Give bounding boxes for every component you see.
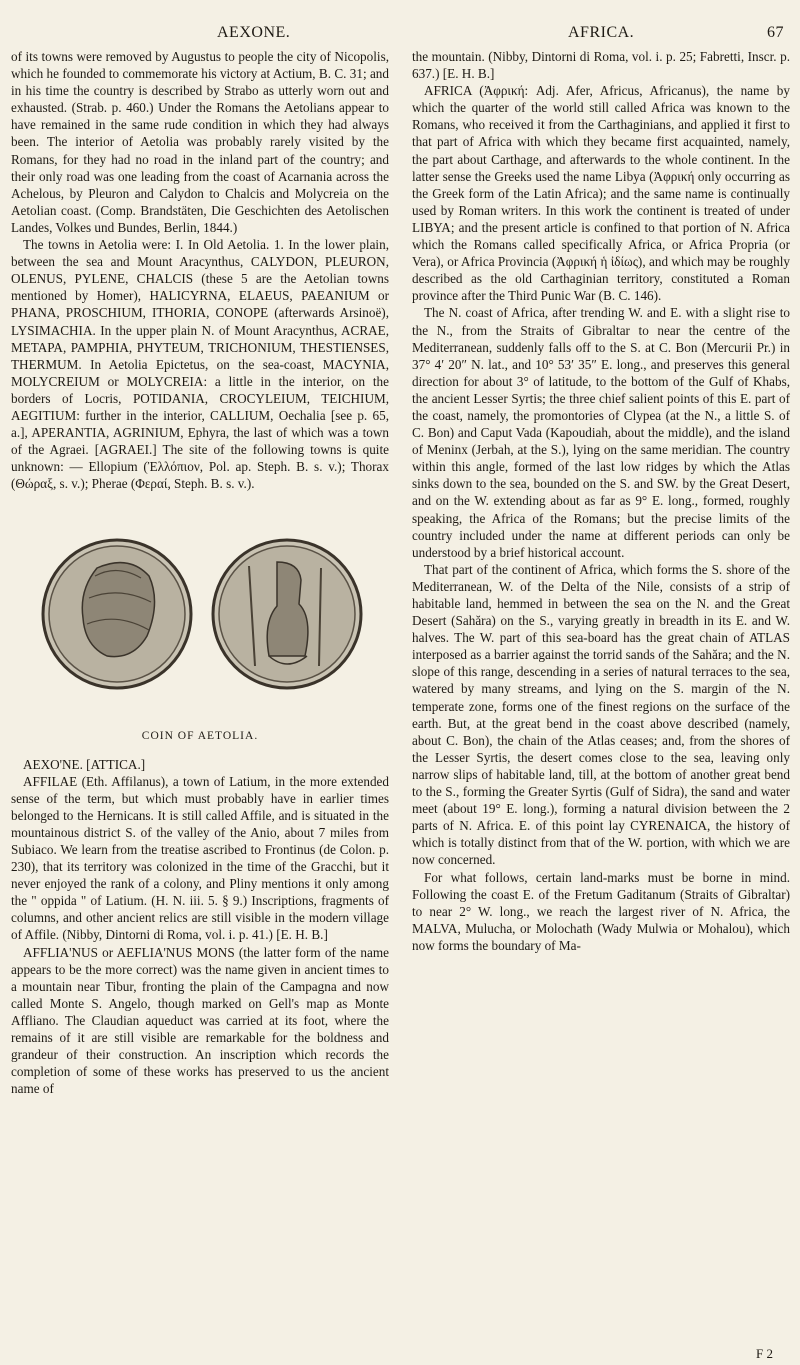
coin-obverse <box>43 540 191 688</box>
paragraph: For what follows, certain land-marks must be borne in mind. Following the coast E. of the Fretum Gaditanum (Straits of Gibraltar) to near 2° W. long., we reach the largest river of N. Africa, the MALVA, Mulucha, or Molochath (Wady Mulwia or Mohalou), which now forms the boundary of Ma- <box>412 869 790 953</box>
right-column <box>412 48 790 954</box>
left-column <box>11 48 389 1097</box>
coin-illustration <box>37 506 367 724</box>
coin-figure <box>11 506 389 724</box>
paragraph: the mountain. (Nibby, Dintorni di Roma, vol. i. p. 25; Fabretti, Inscr. p. 637.) [E. H. B.] <box>412 49 790 82</box>
entry-aexone: AEXO'NE. [ATTICA.] <box>23 756 146 772</box>
paragraph-towns-list: The towns in Aetolia were: I. In Old Aetolia. 1. In the lower plain, between the sea and Mount Aracynthus, CALYDON, PLEURON, OLENUS, PYLENE, CHALCIS (these 5 are the Aetolian towns mentioned by Homer), HALICYRNA, ELAEUS, PAEANIUM or PHANA, PROSCHIUM, ITHORIA, CONOPE (afterwards Arsinoë), LYSIMACHIA. In the upper plain N. of Mount Aracynthus, ACRAE, METAPA, PAMPHIA, PHYTEUM, TRICHONIUM, THESTIENSES, THERMUM. In Aetolia Epictetus, on the sea-coast, MACYNIA, MOLYCREIUM or MOLYCREIA: a little in the interior, on the borders of Locris, POTIDANIA, CROCYLEIUM, TEICHIUM, AEGITIUM: further in the interior, CALLIUM, Oechalia [see p. 65, a.], APERANTIA, AGRINIUM, Ephyra, the last of which was a town of the Agraei. [AGRAEI.] The site of the following towns is quite unknown: — Ellopium (Ἐλλόπιον, Pol. ap. Steph. B. s. v.); Thorax (Θώραξ, s. v.); Pherae (Φεραί, Steph. B. s. v.). <box>11 237 389 492</box>
coin-reverse <box>213 540 361 688</box>
paragraph: of its towns were removed by Augustus to people the city of Nicopolis, which he founded to commemorate his victory at Actium, B. C. 31; and in his time the country is described by Strabo as utterly worn out and exhausted. (Strab. p. 460.) Under the Romans the Aetolians appear to have remained in the same rude condition in which they had always been. The interior of Aetolia was probably rarely visited by the Romans, for they had no road in the inland part of the country; and their only road was one leading from the coast of Acarnania across the Achelous, by Pleuron and Calydon to Chalcis and Molycreia on the Aetolian coast. (Comp. Brandstäten, Die Geschichten des Aetolischen Landes, Volkes und Bundes, Berlin, 1844.) <box>11 49 389 235</box>
entry-afflianus: AFFLIA'NUS or AEFLIA'NUS MONS (the latter form of the name appears to be the more correct) was the name given in ancient times to a mountain near Tibur, fronting the plain of the Campagna and now called Monte S. Angelo, though marked on Gell's map as Monte Affliano. The Claudian aqueduct was carried at its foot, where the remains of it are still visible are remarkable for the boldness and grandeur of their construction. An inscription which records the completion of some of these works has preserved to us the ancient name of <box>11 944 389 1097</box>
figure-caption: COIN OF AETOLIA. <box>141 730 259 743</box>
header-left-title: AEXONE. <box>217 24 291 41</box>
running-header <box>0 24 800 48</box>
page-number: 67 <box>767 24 784 41</box>
entry-affilae: AFFILAE (Eth. Affilanus), a town of Latium, in the more extended sense of the term, but which must probably have in earlier times belonged to the Hernicans. It is still called Affile, and is situated in the mountainous district S. of the valley of the Anio, about 7 miles from Subiaco. We learn from the treatise ascribed to Frontinus (de Colon. p. 230), that its territory was colonized in the time of the Gracchi, but it never enjoyed the rank of a colony, and Pliny mentions it only among the " oppida " of Latium. (H. N. iii. 5. § 9.) Inscriptions, fragments of columns, and other ancient relics are still visible in the modern village of Affile. (Nibby, Dintorni di Roma, vol. i. p. 41.) [E. H. B.] <box>11 773 389 943</box>
header-right-title: AFRICA. <box>568 24 635 41</box>
paragraph: That part of the continent of Africa, which forms the S. shore of the Mediterranean, W. of the Delta of the Nile, consists of a strip of habitable land, hemmed in between the sea on the N. and the Great Desert (Sahăra) on the S., varying greatly in breadth in its E. and W. halves. The W. part of this sea-board has the great chain of ATLAS interposed as a barrier against the torrid sands of the Sahăra; and the N. slope of this range, descending in a series of natural terraces to the sea, watered by many streams, and lying on the S. margin of the N. temperate zone, forms one of the finest regions on the surface of the earth. But, at the great bend in the coast above described (namely, about C. Bon), the chain of the Atlas ceases; and, from the shores of the Lesser Syrtis, the desert comes close to the sea, leaving only narrow slips of habitable land, till, at the bottom of another great bend to the S., forming the Greater Syrtis (Gulf of Sidra), the sand and water meet (about 19° E. long.), forming a natural division between the 2 parts of N. Africa. E. of this point lay CYRENAICA, the history of which is totally distinct from that of the W. portion, with which we are now concerned. <box>412 561 790 868</box>
paragraph: The N. coast of Africa, after trending W. and E. with a slight rise to the N., from the Straits of Gibraltar to near the centre of the Mediterranean, suddenly falls off to the S. at C. Bon (Mercurii Pr.) in 37° 4′ 20″ N. lat., and 10° 53′ 35″ E. long., and preserves this general direction for about 3° of latitude, to the bottom of the Gulf of Khabs, the ancient Lesser Syrtis; the three chief salient points of this E. part of the coast, namely, the promontories of Clypea (at the N., a little S. of C. Bon) and Caput Vada (Kapoudiah, about the middle), and the island of Meninx (Jerbah, at the S.), lying on the same meridian. The country within this angle, formed of the last low ridges by which the Atlas sinks down to the sea, bounded on the S. and SW. by the Great Desert, and on the W. extending about as far as 9° E. long., formed, roughly speaking, the Africa of the Romans; but the precise limits of the country included under the name at different periods can only be understood by a brief historical account. <box>412 305 790 560</box>
entry-africa: AFRICA (Ἀφρική: Adj. Afer, Africus, Africanus), the name by which the quarter of the world still called Africa was known to the Romans, who received it from the Carthaginians, and applied it first to that part of Africa with which they became first acquainted, namely, the part about Carthage, and afterwards to the whole continent. In the latter sense the Greeks used the name Libya (Ἀφρική only occurring as the Greek form of the Latin Africa); and the same name is continually used by Roman writers. In this work the continent is treated of under LIBYA; and the present article is confined to that portion of N. Africa which the Romans called specifically Africa, or Africa Propria (or Vera), or Africa Provincia (Ἀφρική ἡ ἰδίως), and which may be roughly described as the old Carthaginian territory, constituted a Roman province after the Third Punic War (B. C. 146). <box>412 83 790 304</box>
signature-mark: F 2 <box>756 1346 773 1361</box>
